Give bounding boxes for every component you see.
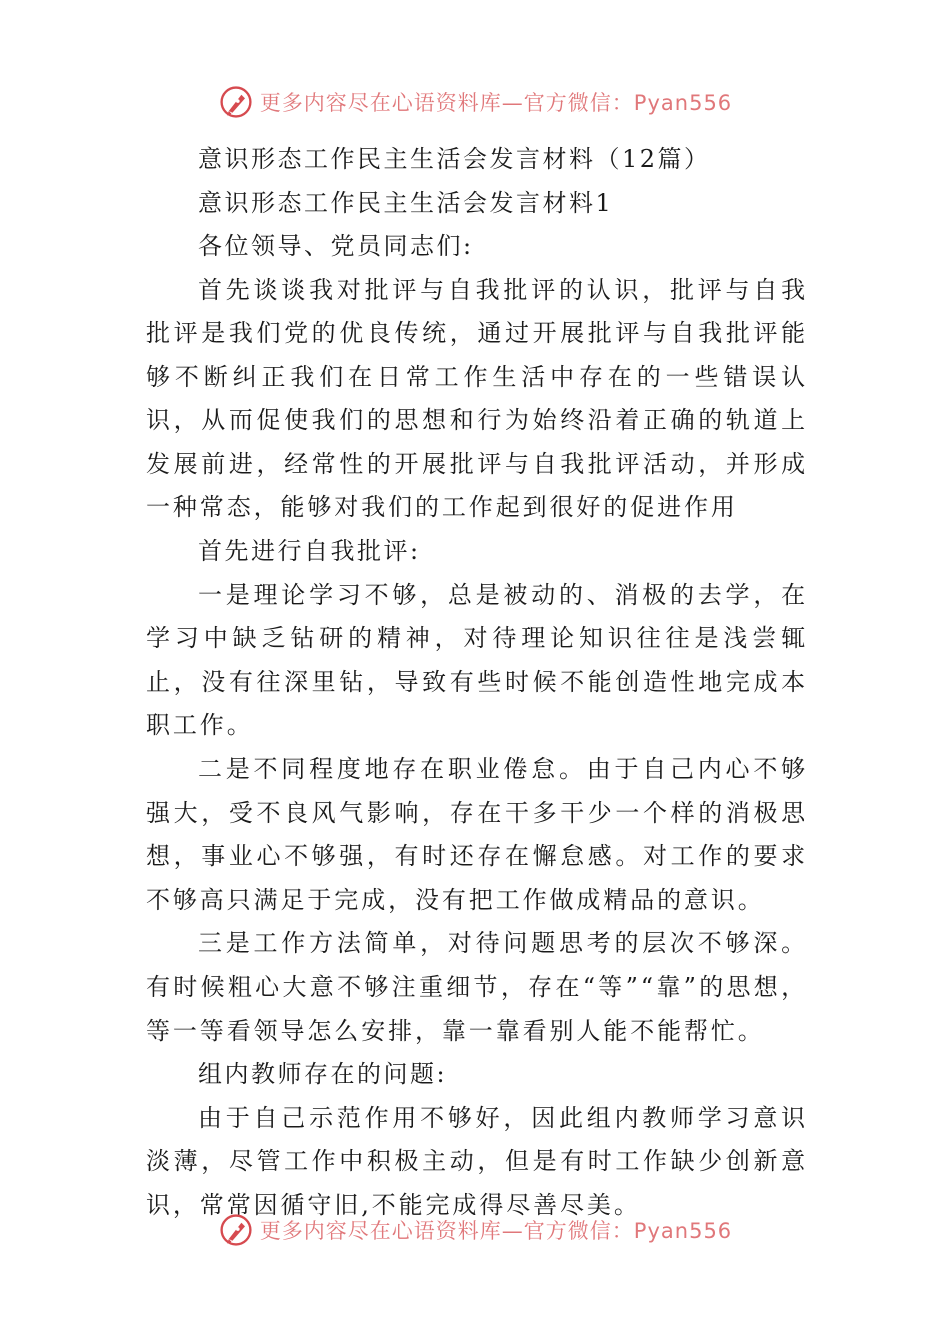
heading-group-issues: 组内教师存在的问题:	[198, 1060, 448, 1089]
watermark-text: 更多内容尽在心语资料库—官方微信：Pyan556	[259, 91, 733, 115]
pen-nib-logo-icon	[218, 1212, 254, 1248]
paragraph-theory-study: 一是理论学习不够，总是被动的、消极的去学，在学习中缺乏钻研的精神，对待理论知识往往是浅尝辄止，没有往深里钻，导致有些时候不能创造性地完成本职工作。	[146, 580, 808, 740]
salutation: 各位领导、党员同志们:	[198, 232, 474, 260]
document-subtitle: 意识形态工作民主生活会发言材料1	[198, 188, 614, 217]
watermark-text: 更多内容尽在心语资料库—官方微信：Pyan556	[259, 1219, 733, 1243]
paragraph-job-burnout: 二是不同程度地存在职业倦怠。由于自己内心不够强大，受不良风气影响，存在干多干少一个样的消极思想，事业心不够强，有时还存在懈怠感。对工作的要求不够高只满足于完成，没有把工作做成精品的意识。	[146, 754, 808, 914]
footer-watermark	[0, 1208, 950, 1252]
paragraph-group-teachers: 由于自己示范作用不够好，因此组内教师学习意识淡薄，尽管工作中积极主动，但是有时工作缺少创新意识，常常因循守旧,不能完成得尽善尽美。	[146, 1103, 808, 1219]
paragraph-criticism-intro: 首先谈谈我对批评与自我批评的认识，批评与自我批评是我们党的优良传统，通过开展批评与自我批评能够不断纠正我们在日常工作生活中存在的一些错误认识，从而促使我们的思想和行为始终沿着正确的轨道上发展前进，经常性的开展批评与自我批评活动，并形成一种常态，能够对我们的工作起到很好的促进作用	[146, 275, 808, 522]
pen-nib-logo-icon	[218, 84, 254, 120]
document-body	[146, 138, 808, 1227]
heading-self-criticism: 首先进行自我批评:	[198, 537, 421, 566]
header-watermark	[0, 80, 950, 124]
document-title: 意识形态工作民主生活会发言材料（12篇）	[198, 145, 711, 173]
paragraph-work-methods: 三是工作方法简单，对待问题思考的层次不够深。有时候粗心大意不够注重细节，存在“等”“靠”的思想，等一等看领导怎么安排，靠一靠看别人能不能帮忙。	[146, 929, 808, 1045]
